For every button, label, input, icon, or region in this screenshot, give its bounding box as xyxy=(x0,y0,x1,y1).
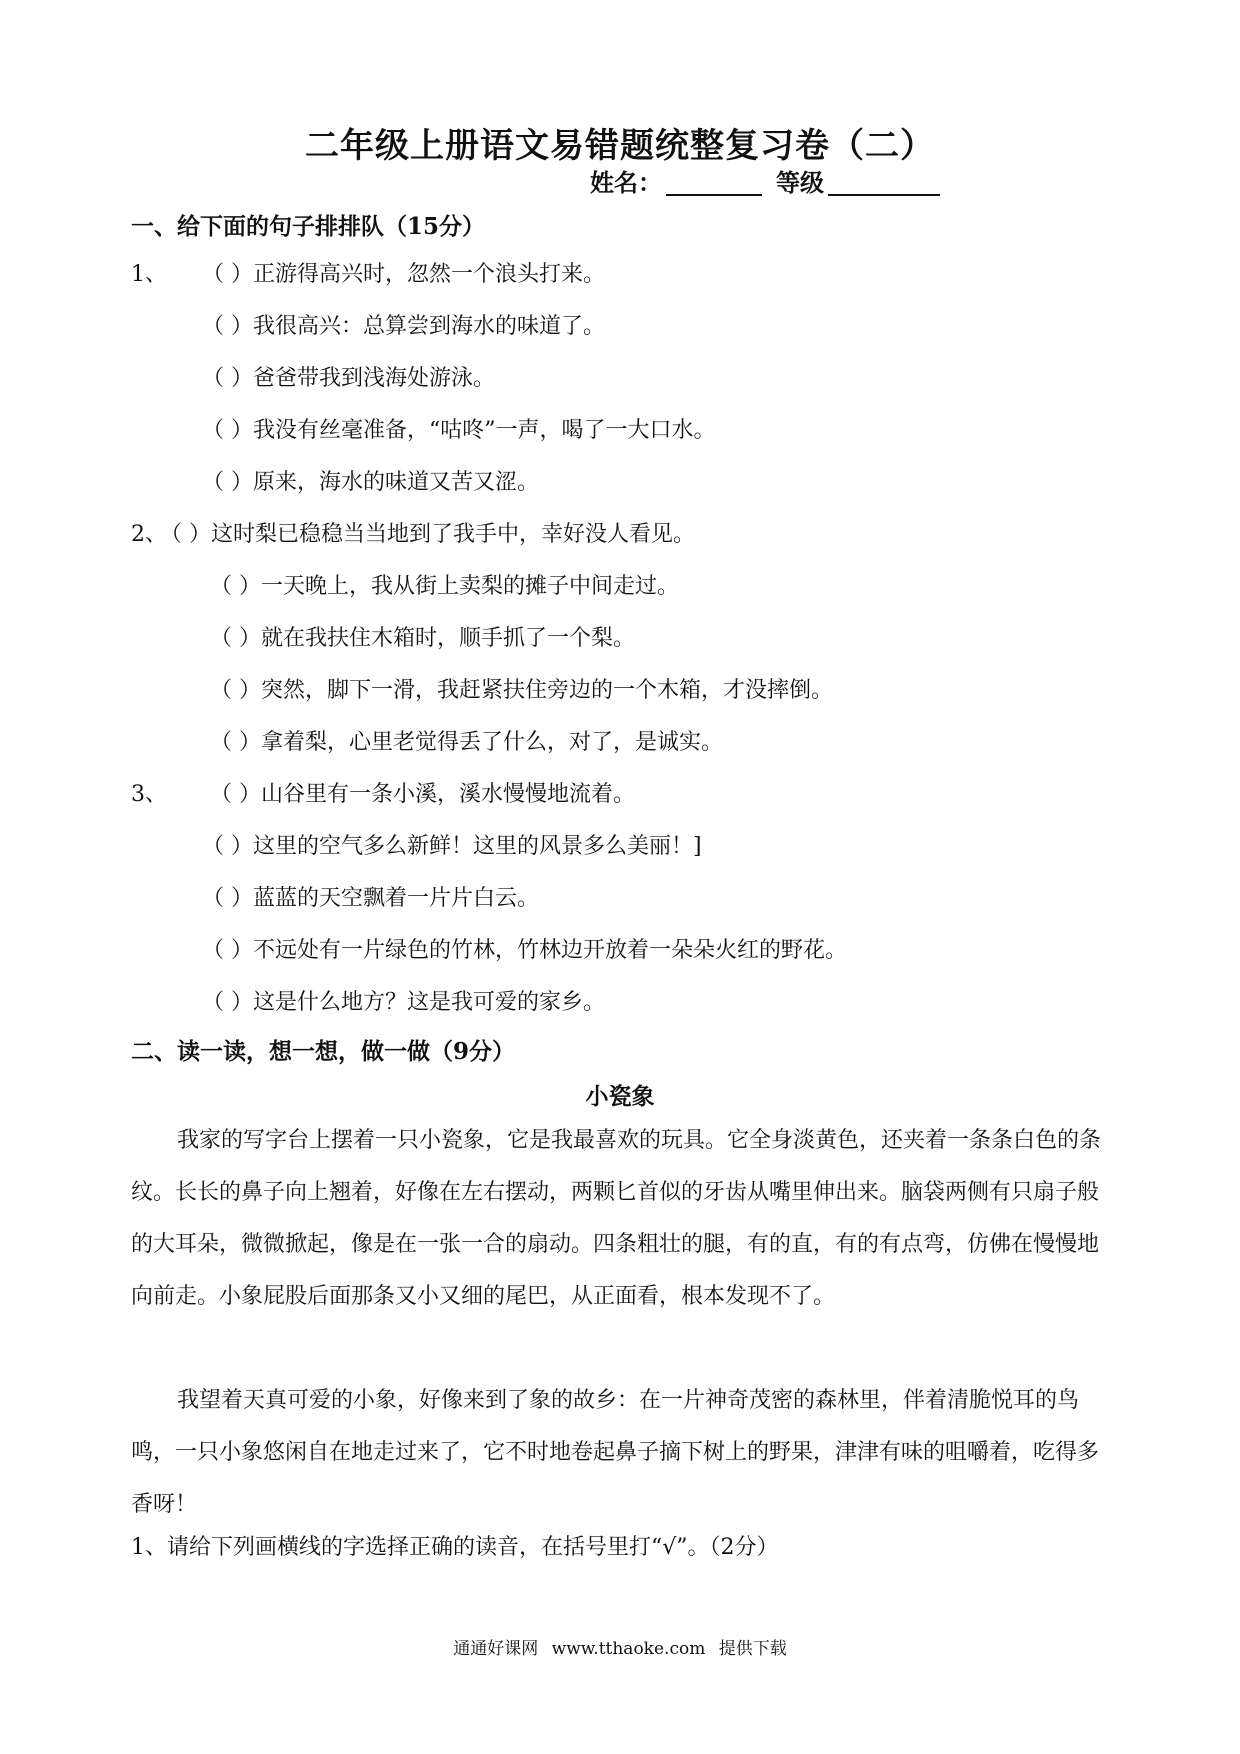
list-item: （ ）这里的空气多么新鲜！这里的风景多么美丽！] xyxy=(202,834,702,859)
passage-paragraph-2: 我望着天真可爱的小象，好像来到了象的故乡：在一片神奇茂密的森林里，伴着清脆悦耳的鸟鸣，一只小象悠闲自在地走过来了，它不时地卷起鼻子摘下树上的野果，津津有味的咀嚼着，吃得多香呀！ xyxy=(131,1388,1100,1517)
list-item: （ ）拿着梨，心里老觉得丢了什么，对了，是诚实。 xyxy=(210,730,723,755)
grade-blank[interactable] xyxy=(828,168,940,196)
list-item: （ ）这是什么地方？这是我可爱的家乡。 xyxy=(202,990,605,1015)
list-item: （ ）突然，脚下一滑，我赶紧扶住旁边的一个木箱，才没摔倒。 xyxy=(210,678,833,703)
page-title: 二年级上册语文易错题统整复习卷（二） xyxy=(305,126,935,166)
section2-heading: 二、读一读，想一想，做一做（9分） xyxy=(131,1038,516,1065)
list-item: （ ）一天晚上，我从街上卖梨的摊子中间走过。 xyxy=(210,574,679,599)
group3-number: 3、 xyxy=(131,782,167,807)
list-item: （ ）正游得高兴时，忽然一个浪头打来。 xyxy=(202,262,605,287)
footer-site: 通通好课网 xyxy=(453,1639,539,1659)
list-item: （ ）山谷里有一条小溪，溪水慢慢地流着。 xyxy=(210,782,635,807)
list-item: （ ）就在我扶住木箱时，顺手抓了一个梨。 xyxy=(210,626,635,651)
list-item: （ ）我很高兴：总算尝到海水的味道了。 xyxy=(202,314,605,339)
list-item: （ ）蓝蓝的天空飘着一片片白云。 xyxy=(202,886,539,911)
list-item: （ ）原来，海水的味道又苦又涩。 xyxy=(202,470,539,495)
grade-label: 等级 xyxy=(776,168,824,197)
footer-url: www.tthaoke.com xyxy=(551,1639,706,1659)
list-item: （ ）我没有丝毫准备，“咕咚”一声，喝了一大口水。 xyxy=(202,418,716,443)
question-1: 1、请给下列画横线的字选择正确的读音，在括号里打“√”。（2分） xyxy=(131,1535,779,1560)
name-label: 姓名： xyxy=(590,168,662,197)
section1-heading: 一、给下面的句子排排队（15分） xyxy=(131,213,486,240)
group2-number: 2、 xyxy=(131,522,167,547)
list-item: （ ）爸爸带我到浅海处游泳。 xyxy=(202,366,495,391)
footer-suffix: 提供下载 xyxy=(718,1639,787,1659)
group1-number: 1、 xyxy=(131,262,167,287)
list-item: （ ）这时梨已稳稳当当地到了我手中，幸好没人看见。 xyxy=(160,522,695,547)
footer xyxy=(0,1634,1240,1659)
list-item: （ ）不远处有一片绿色的竹林，竹林边开放着一朵朵火红的野花。 xyxy=(202,938,847,963)
passage-title: 小瓷象 xyxy=(585,1083,655,1110)
name-grade-bar xyxy=(590,163,944,198)
name-blank[interactable] xyxy=(666,168,762,196)
passage-paragraph-1: 我家的写字台上摆着一只小瓷象，它是我最喜欢的玩具。它全身淡黄色，还夹着一条条白色的条纹。长长的鼻子向上翘着，好像在左右摆动，两颗匕首似的牙齿从嘴里伸出来。脑袋两侧有只扇子般的大耳朵，微微掀起，像是在一张一合的扇动。四条粗壮的腿，有的直，有的有点弯，仿佛在慢慢地向前走。小象屁股后面那条又小又细的尾巴，从正面看，根本发现不了。 xyxy=(131,1128,1102,1309)
